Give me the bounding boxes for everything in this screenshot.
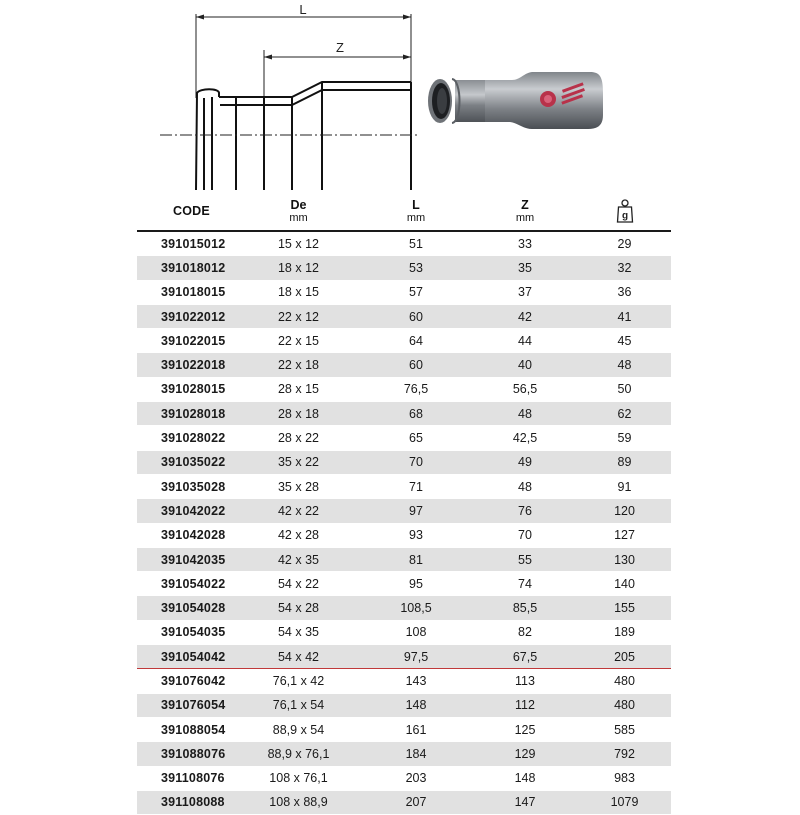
cell-weight: 36 <box>617 285 632 300</box>
table-row <box>137 231 671 256</box>
cell-l: 143 <box>405 673 427 688</box>
cell-l: 93 <box>409 528 423 543</box>
table-row <box>137 572 671 596</box>
cell-z: 49 <box>472 450 578 474</box>
cell-weight: 120 <box>578 499 671 523</box>
cell-code: 391022012 <box>137 304 237 328</box>
table-row <box>137 353 671 377</box>
cell-de: 22 x 15 <box>277 333 319 348</box>
cell-code: 391042022 <box>137 499 237 523</box>
cell-l: 60 <box>360 304 472 328</box>
table-row <box>137 402 671 426</box>
header-weight <box>578 192 671 231</box>
cell-z: 125 <box>514 722 536 737</box>
cell-code: 391054035 <box>161 625 226 640</box>
table-row <box>137 280 671 304</box>
cell-code: 391028018 <box>137 402 237 426</box>
header-de-label: De <box>290 197 307 212</box>
table-row <box>137 620 671 644</box>
header-z-unit: mm <box>515 211 535 224</box>
cell-weight: 45 <box>617 333 632 348</box>
table-row <box>137 474 671 498</box>
cell-weight: 50 <box>617 382 632 397</box>
cell-weight: 480 <box>578 693 671 717</box>
header-code <box>137 192 237 231</box>
cell-de: 18 x 15 <box>277 285 319 300</box>
cell-l: 108,5 <box>360 596 472 620</box>
table-row <box>137 426 671 450</box>
table-row <box>137 693 671 717</box>
cell-code: 391108088 <box>137 790 237 814</box>
cell-z: 42 <box>472 304 578 328</box>
cell-z: 40 <box>472 353 578 377</box>
cell-z: 44 <box>518 333 532 348</box>
cell-de: 88,9 x 76,1 <box>237 742 360 766</box>
table-row <box>137 523 671 547</box>
cell-l: 97 <box>360 499 472 523</box>
cell-weight: 91 <box>617 479 632 494</box>
weight-icon <box>616 199 634 223</box>
cell-z: 55 <box>472 547 578 571</box>
cell-de: 22 x 12 <box>237 304 360 328</box>
table-row <box>137 742 671 766</box>
table-row <box>137 669 671 693</box>
table-row <box>137 304 671 328</box>
cell-de: 35 x 28 <box>277 479 319 494</box>
cell-weight: 792 <box>578 742 671 766</box>
header-l <box>360 192 472 231</box>
header-code-label: CODE <box>173 204 210 218</box>
table-row <box>137 596 671 620</box>
dimension-l <box>196 2 411 98</box>
cell-l: 203 <box>405 771 427 786</box>
cell-de: 42 x 22 <box>237 499 360 523</box>
cell-l: 60 <box>360 353 472 377</box>
header-z-label: Z <box>521 197 529 212</box>
cell-l: 76,5 <box>403 382 429 397</box>
cell-de: 28 x 15 <box>277 382 319 397</box>
cell-z: 85,5 <box>472 596 578 620</box>
cell-code: 391054022 <box>161 576 226 591</box>
cell-code: 391022015 <box>161 333 226 348</box>
cell-weight: 127 <box>614 528 635 543</box>
cell-z: 113 <box>515 673 535 688</box>
product-spec-table <box>137 192 671 815</box>
cell-code: 391035022 <box>137 450 237 474</box>
cell-weight: 1079 <box>578 790 671 814</box>
cell-weight: 205 <box>578 645 671 669</box>
cell-z: 147 <box>472 790 578 814</box>
cell-code: 391022018 <box>137 353 237 377</box>
cell-z: 112 <box>472 693 578 717</box>
cell-code: 391054042 <box>137 645 237 669</box>
cell-de: 108 x 76,1 <box>269 771 328 786</box>
cell-z: 56,5 <box>512 382 538 397</box>
cell-l: 51 <box>409 236 423 251</box>
cell-l: 68 <box>360 402 472 426</box>
cell-z: 74 <box>518 576 532 591</box>
cell-code: 391035028 <box>161 479 226 494</box>
cell-z: 42,5 <box>512 431 538 446</box>
cell-de: 28 x 18 <box>237 402 360 426</box>
header-l-label: L <box>412 197 420 212</box>
cell-z: 48 <box>472 402 578 426</box>
header-l-unit: mm <box>406 211 426 224</box>
dimension-z-label: Z <box>336 40 344 55</box>
cell-de: 15 x 12 <box>277 236 319 251</box>
cell-de: 18 x 12 <box>237 256 360 280</box>
cell-de: 76,1 x 54 <box>237 693 360 717</box>
header-de-unit: mm <box>289 211 308 224</box>
cell-de: 54 x 28 <box>237 596 360 620</box>
cell-l: 207 <box>360 790 472 814</box>
cell-code: 391018012 <box>137 256 237 280</box>
dimension-z <box>264 40 411 104</box>
cell-l: 95 <box>409 576 423 591</box>
header-de <box>237 192 360 231</box>
table-row <box>137 329 671 353</box>
cell-l: 148 <box>360 693 472 717</box>
cell-code: 391042035 <box>137 547 237 571</box>
table-row <box>137 499 671 523</box>
dimension-l-label: L <box>299 2 307 17</box>
cell-code: 391028022 <box>161 431 226 446</box>
cell-weight: 32 <box>578 256 671 280</box>
table-header-row <box>137 192 671 231</box>
cell-weight: 41 <box>578 304 671 328</box>
technical-drawing <box>0 0 800 195</box>
cell-weight: 29 <box>617 236 632 251</box>
cell-de: 35 x 22 <box>237 450 360 474</box>
cell-l: 161 <box>405 722 427 737</box>
cell-code: 391028015 <box>161 382 226 397</box>
cell-l: 184 <box>360 742 472 766</box>
cell-l: 64 <box>409 333 423 348</box>
cell-weight: 155 <box>578 596 671 620</box>
cell-z: 129 <box>472 742 578 766</box>
cell-code: 391042028 <box>161 528 226 543</box>
cell-z: 67,5 <box>472 645 578 669</box>
cell-de: 54 x 22 <box>277 576 319 591</box>
cell-code: 391108076 <box>161 771 225 786</box>
cell-code: 391018015 <box>161 285 226 300</box>
cell-code: 391088054 <box>161 722 226 737</box>
cell-code: 391015012 <box>161 236 226 251</box>
cell-weight: 983 <box>614 771 635 786</box>
fitting-section-outline <box>196 82 411 190</box>
cell-de: 54 x 35 <box>277 625 319 640</box>
cell-weight: 189 <box>614 625 635 640</box>
cell-de: 28 x 22 <box>277 431 319 446</box>
cell-l: 97,5 <box>360 645 472 669</box>
cell-de: 108 x 88,9 <box>237 790 360 814</box>
cell-z: 48 <box>518 479 532 494</box>
cell-l: 65 <box>409 431 423 446</box>
cell-weight: 585 <box>614 722 635 737</box>
cell-z: 82 <box>518 625 532 640</box>
cell-l: 108 <box>405 625 427 640</box>
cell-weight: 480 <box>614 673 635 688</box>
cell-de: 76,1 x 42 <box>272 673 325 688</box>
cell-de: 54 x 42 <box>237 645 360 669</box>
cell-de: 22 x 18 <box>237 353 360 377</box>
table-row <box>137 717 671 741</box>
cell-code: 391076054 <box>137 693 237 717</box>
cell-z: 70 <box>518 528 532 543</box>
cell-z: 35 <box>472 256 578 280</box>
cell-weight: 62 <box>578 402 671 426</box>
table-row <box>137 256 671 280</box>
cell-weight: 140 <box>614 576 635 591</box>
cell-weight: 89 <box>578 450 671 474</box>
product-photo <box>428 72 603 129</box>
table-row <box>137 645 671 669</box>
cell-l: 81 <box>360 547 472 571</box>
cell-l: 53 <box>360 256 472 280</box>
cell-l: 57 <box>409 285 423 300</box>
weight-icon-label: g <box>621 210 628 222</box>
cell-weight: 59 <box>617 431 632 446</box>
cell-weight: 130 <box>578 547 671 571</box>
cell-weight: 48 <box>578 353 671 377</box>
table-row <box>137 450 671 474</box>
cell-de: 42 x 28 <box>277 528 319 543</box>
cell-de: 88,9 x 54 <box>272 722 325 737</box>
cell-code: 391076042 <box>161 673 226 688</box>
table-row <box>137 377 671 401</box>
cell-l: 71 <box>409 479 423 494</box>
table-row <box>137 766 671 790</box>
cell-code: 391088076 <box>137 742 237 766</box>
table-row <box>137 790 671 814</box>
cell-z: 76 <box>472 499 578 523</box>
header-z <box>472 192 578 231</box>
cell-de: 42 x 35 <box>237 547 360 571</box>
cell-z: 33 <box>518 236 532 251</box>
cell-l: 70 <box>360 450 472 474</box>
cell-z: 37 <box>518 285 532 300</box>
cell-z: 148 <box>514 771 536 786</box>
cell-code: 391054028 <box>137 596 237 620</box>
table-row <box>137 547 671 571</box>
